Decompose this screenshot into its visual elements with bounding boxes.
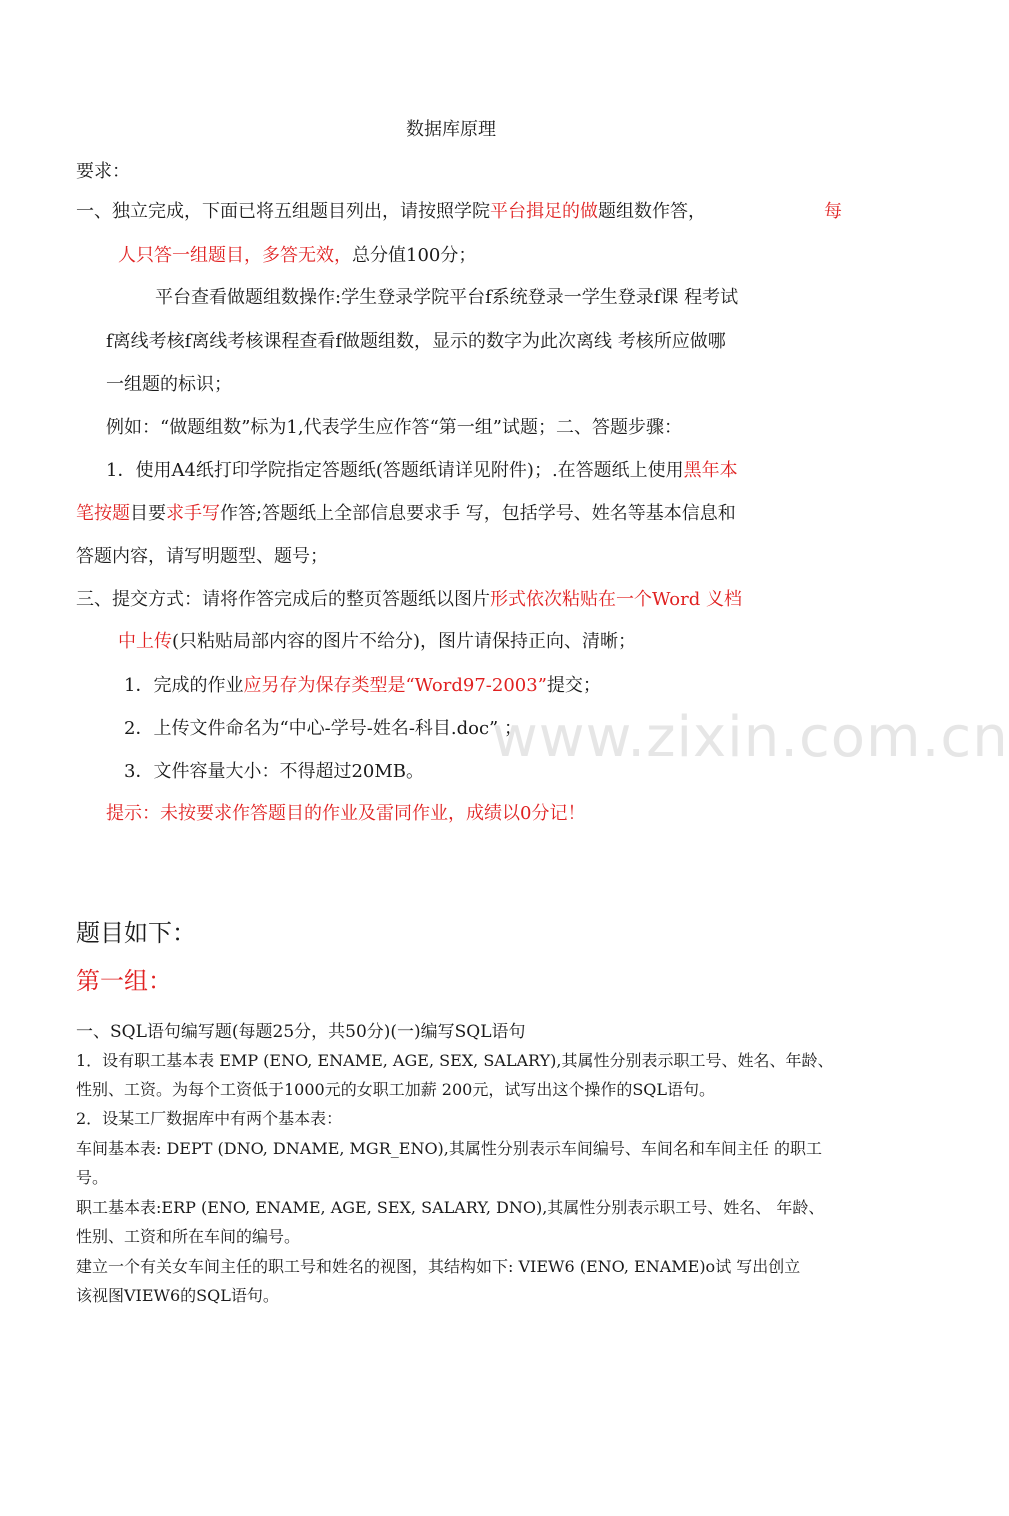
- operation-line-1: 平台查看做题组数操作:学生登录学院平台f系统登录一学生登录f课 程考试: [155, 287, 739, 308]
- tip-line: 提示：未按要求作答题目的作业及雷同作业，成绩以0分记！: [106, 803, 586, 824]
- question-2-line-1: 2．设某工厂数据库中有两个基本表：: [76, 1109, 343, 1128]
- section-1-warning: 人只答一组题目，多答无效，: [118, 245, 352, 266]
- section-1-score: 总分值100分；: [352, 245, 477, 266]
- section-3-text-2: (只粘贴局部内容的图片不给分)，图片请保持正向、清晰；: [172, 631, 637, 652]
- question-section-heading: 一、SQL语句编写题(每题25分，共50分)(一)编写SQL语句: [76, 1022, 526, 1042]
- step-highlight-3: 求手写: [166, 503, 220, 524]
- section-1-red-char: 每: [824, 201, 842, 222]
- operation-line-2: f离线考核f离线考核课程查看f做题组数，显示的数字为此次离线 考核所应做哪: [106, 331, 726, 352]
- submit-item-3: 3．文件容量大小：不得超过20MB。: [124, 761, 425, 782]
- section-1-line-2: [118, 244, 476, 268]
- page-title: 数据库原理: [406, 119, 496, 140]
- question-1-line-2: 性别、工资。为每个工资低于1000元的女职工加薪 200元，试写出这个操作的SQL语句。: [76, 1080, 716, 1099]
- submit-item-1: [124, 674, 601, 698]
- step-text-3: 作答;答题纸上全部信息要求手 写，包括学号、姓名等基本信息和: [220, 503, 736, 524]
- step-text-2: 目要: [130, 503, 166, 524]
- step-line-3: 答题内容，请写明题型、题号；: [76, 546, 328, 567]
- section-3-highlight-2: 中上传: [118, 631, 172, 652]
- step-highlight-1: 黑年本: [683, 460, 738, 481]
- requirements-label: 要求：: [76, 161, 130, 182]
- section-3-line-2: [118, 630, 636, 654]
- submit-item-2: 2．上传文件命名为“中心-学号-姓名-科目.doc” ；: [124, 718, 522, 739]
- section-1-text-2: 题组数作答，: [598, 201, 706, 222]
- question-1-line-1: 1．设有职工基本表 EMP (ENO, ENAME, AGE, SEX, SALARY),其属性分别表示职工号、姓名、年龄、: [76, 1051, 834, 1070]
- question-2-line-2: 车间基本表: DEPT (DNO, DNAME, MGR_ENO),其属性分别表示车间编号、车间名和车间主任 的职工: [76, 1139, 822, 1158]
- step-text: 1．使用A4纸打印学院指定答题纸(答题纸请详见附件)；.在答题纸上使用: [106, 460, 684, 481]
- section-1-line-1: [76, 200, 706, 224]
- submit-item-1-text: 1．完成的作业: [124, 675, 244, 696]
- question-2-line-4: 职工基本表:ERP (ENO, ENAME, AGE, SEX, SALARY, DNO),其属性分别表示职工号、姓名、 年龄、: [76, 1198, 825, 1217]
- question-2-line-5: 性别、工资和所在车间的编号。: [76, 1227, 301, 1246]
- example-line: 例如：“做题组数”标为1,代表学生应作答“第一组”试题；二、答题步骤：: [106, 417, 682, 438]
- question-2-line-3: 号。: [76, 1168, 109, 1187]
- questions-heading: 题目如下：: [76, 919, 196, 947]
- question-2-line-7: 该视图VIEW6的SQL语句。: [76, 1286, 279, 1305]
- step-line-1: [106, 459, 738, 483]
- section-3-highlight: 形式依次粘贴在一个Word 义档: [490, 589, 742, 610]
- step-highlight-2: 笔按题: [76, 503, 130, 524]
- submit-item-1-highlight: 应另存为保存类型是“Word97-2003”: [243, 675, 547, 696]
- section-1-text: 一、独立完成，下面已将五组题目列出，请按照学院: [76, 201, 490, 222]
- section-1-highlight: 平台揖足的做: [490, 201, 598, 222]
- submit-item-1-end: 提交；: [546, 675, 601, 696]
- section-3-text: 三、提交方式：请将作答完成后的整页答题纸以图片: [76, 589, 490, 610]
- group-1-heading: 第一组：: [76, 967, 172, 995]
- section-3-line-1: [76, 588, 742, 612]
- watermark: www.zixin.com.cn: [492, 705, 1009, 770]
- operation-line-3: 一组题的标识；: [106, 374, 232, 395]
- step-line-2: [76, 502, 736, 526]
- question-2-line-6: 建立一个有关女车间主任的职工号和姓名的视图，其结构如下: VIEW6 (ENO, ENAME)o试 写出创立: [76, 1257, 801, 1276]
